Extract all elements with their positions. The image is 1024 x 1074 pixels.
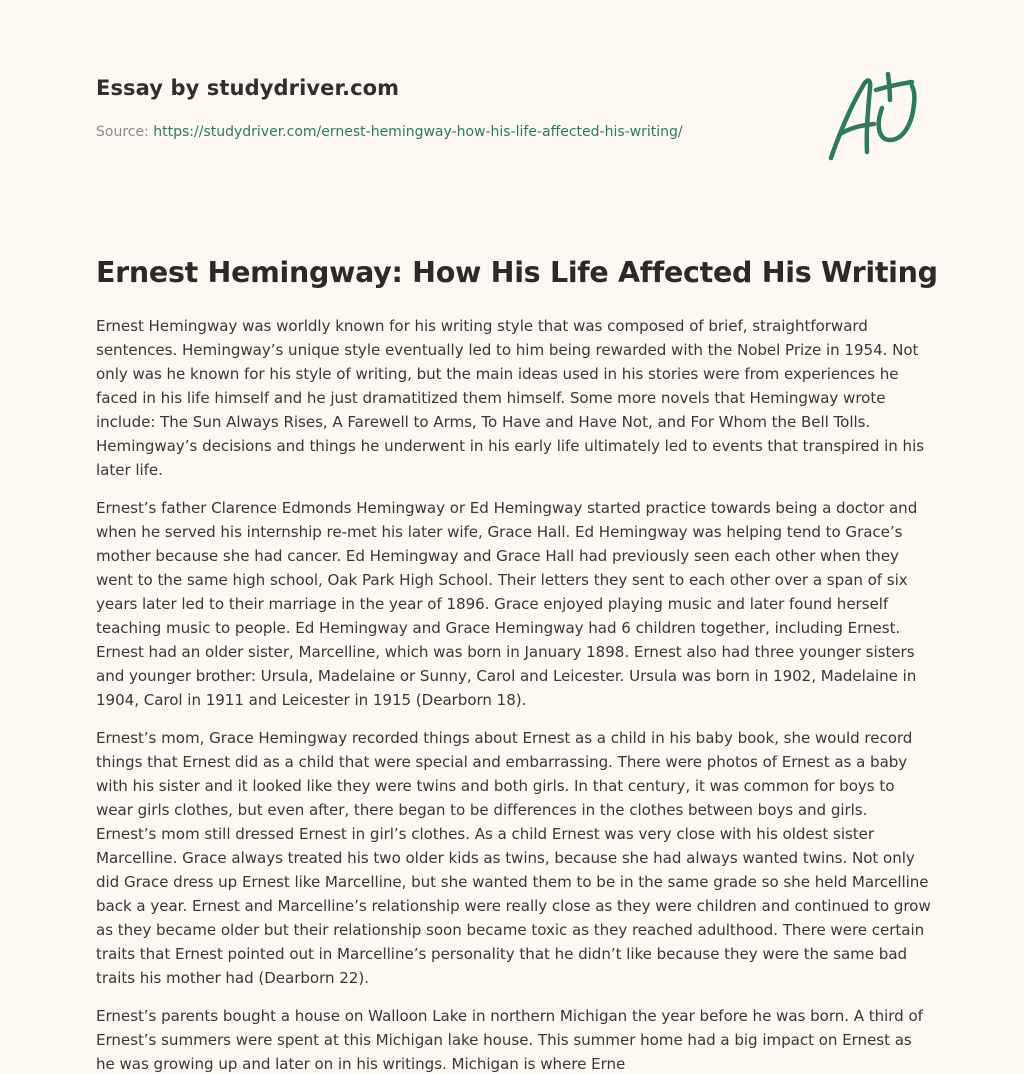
header	[96, 0, 928, 200]
brand-title: Essay by studydriver.com	[96, 76, 400, 100]
source-label: Source:	[96, 124, 154, 140]
source-line	[96, 124, 683, 140]
paragraph: Ernest’s father Clarence Edmonds Hemingway or Ed Hemingway started practice towards being a doctor and when he served his internship re-met his later wife, Grace Hall. Ed Hemingway was helping tend to Grace’s mother because she had cancer. Ed Hemingway and Grace Hall had previously seen each other when they went to the same high school, Oak Park High School. Their letters they sent to each other over a span of six years later led to their marriage in the year of 1896. Grace enjoyed playing music and later found herself teaching music to people. Ed Hemingway and Grace Hemingway had 6 children together, including Ernest. Ernest had an older sister, Marcelline, which was born in January 1898. Ernest also had three younger sisters and younger brother: Ursula, Madelaine or Sunny, Carol and Leicester. Ursula was born in 1902, Madelaine in 1904, Carol in 1911 and Leicester in 1915 (Dearborn 18).	[96, 499, 918, 709]
a-plus-logo-icon	[826, 68, 924, 164]
source-link[interactable]: https://studydriver.com/ernest-hemingway-how-his-life-affected-his-writing/	[153, 124, 683, 140]
paragraph: Ernest Hemingway was worldly known for his writing style that was composed of brief, straightforward sentences. Hemingway’s unique style eventually led to him being rewarded with the Nobel Prize in 1954. Not only was he known for his style of writing, but the main ideas used in his stories were from experiences he faced in his life himself and he just dramatitized them himself. Some more novels that Hemingway wrote include: The Sun Always Rises, A Farewell to Arms, To Have and Have Not, and For Whom the Bell Tolls. Hemingway’s decisions and things he underwent in his early life ultimately led to events that transpired in his later life.	[96, 317, 925, 479]
paragraph: Ernest’s parents bought a house on Walloon Lake in northern Michigan the year before he was born. A third of Ernest’s summers were spent at this Michigan lake house. This summer home had a big impact on Ernest as he was growing up and later on in his writings. Michigan is where Erne	[96, 1007, 923, 1073]
essay-body	[96, 314, 932, 1074]
paragraph: Ernest’s mom, Grace Hemingway recorded things about Ernest as a child in his baby book, she would record things that Ernest did as a child that were special and embarrassing. There were photos of Ernest as a baby with his sister and it looked like they were twins and both girls. In that century, it was common for boys to wear girls clothes, but even after, there began to be differences in the clothes between boys and girls. Ernest’s mom still dressed Ernest in girl’s clothes. As a child Ernest was very close with his oldest sister Marcelline. Grace always treated his two older kids as twins, because she had always wanted twins. Not only did Grace dress up Ernest like Marcelline, but she wanted them to be in the same grade so she held Marcelline back a year. Ernest and Marcelline’s relationship were really close as they were children and continued to grow as they became older but their relationship soon became toxic as they reached adulthood. There were certain traits that Ernest pointed out in Marcelline’s personality that he didn’t like because they were the same bad traits his mother had (Dearborn 22).	[96, 729, 931, 987]
essay-title: Ernest Hemingway: How His Life Affected His Writing	[96, 256, 938, 289]
